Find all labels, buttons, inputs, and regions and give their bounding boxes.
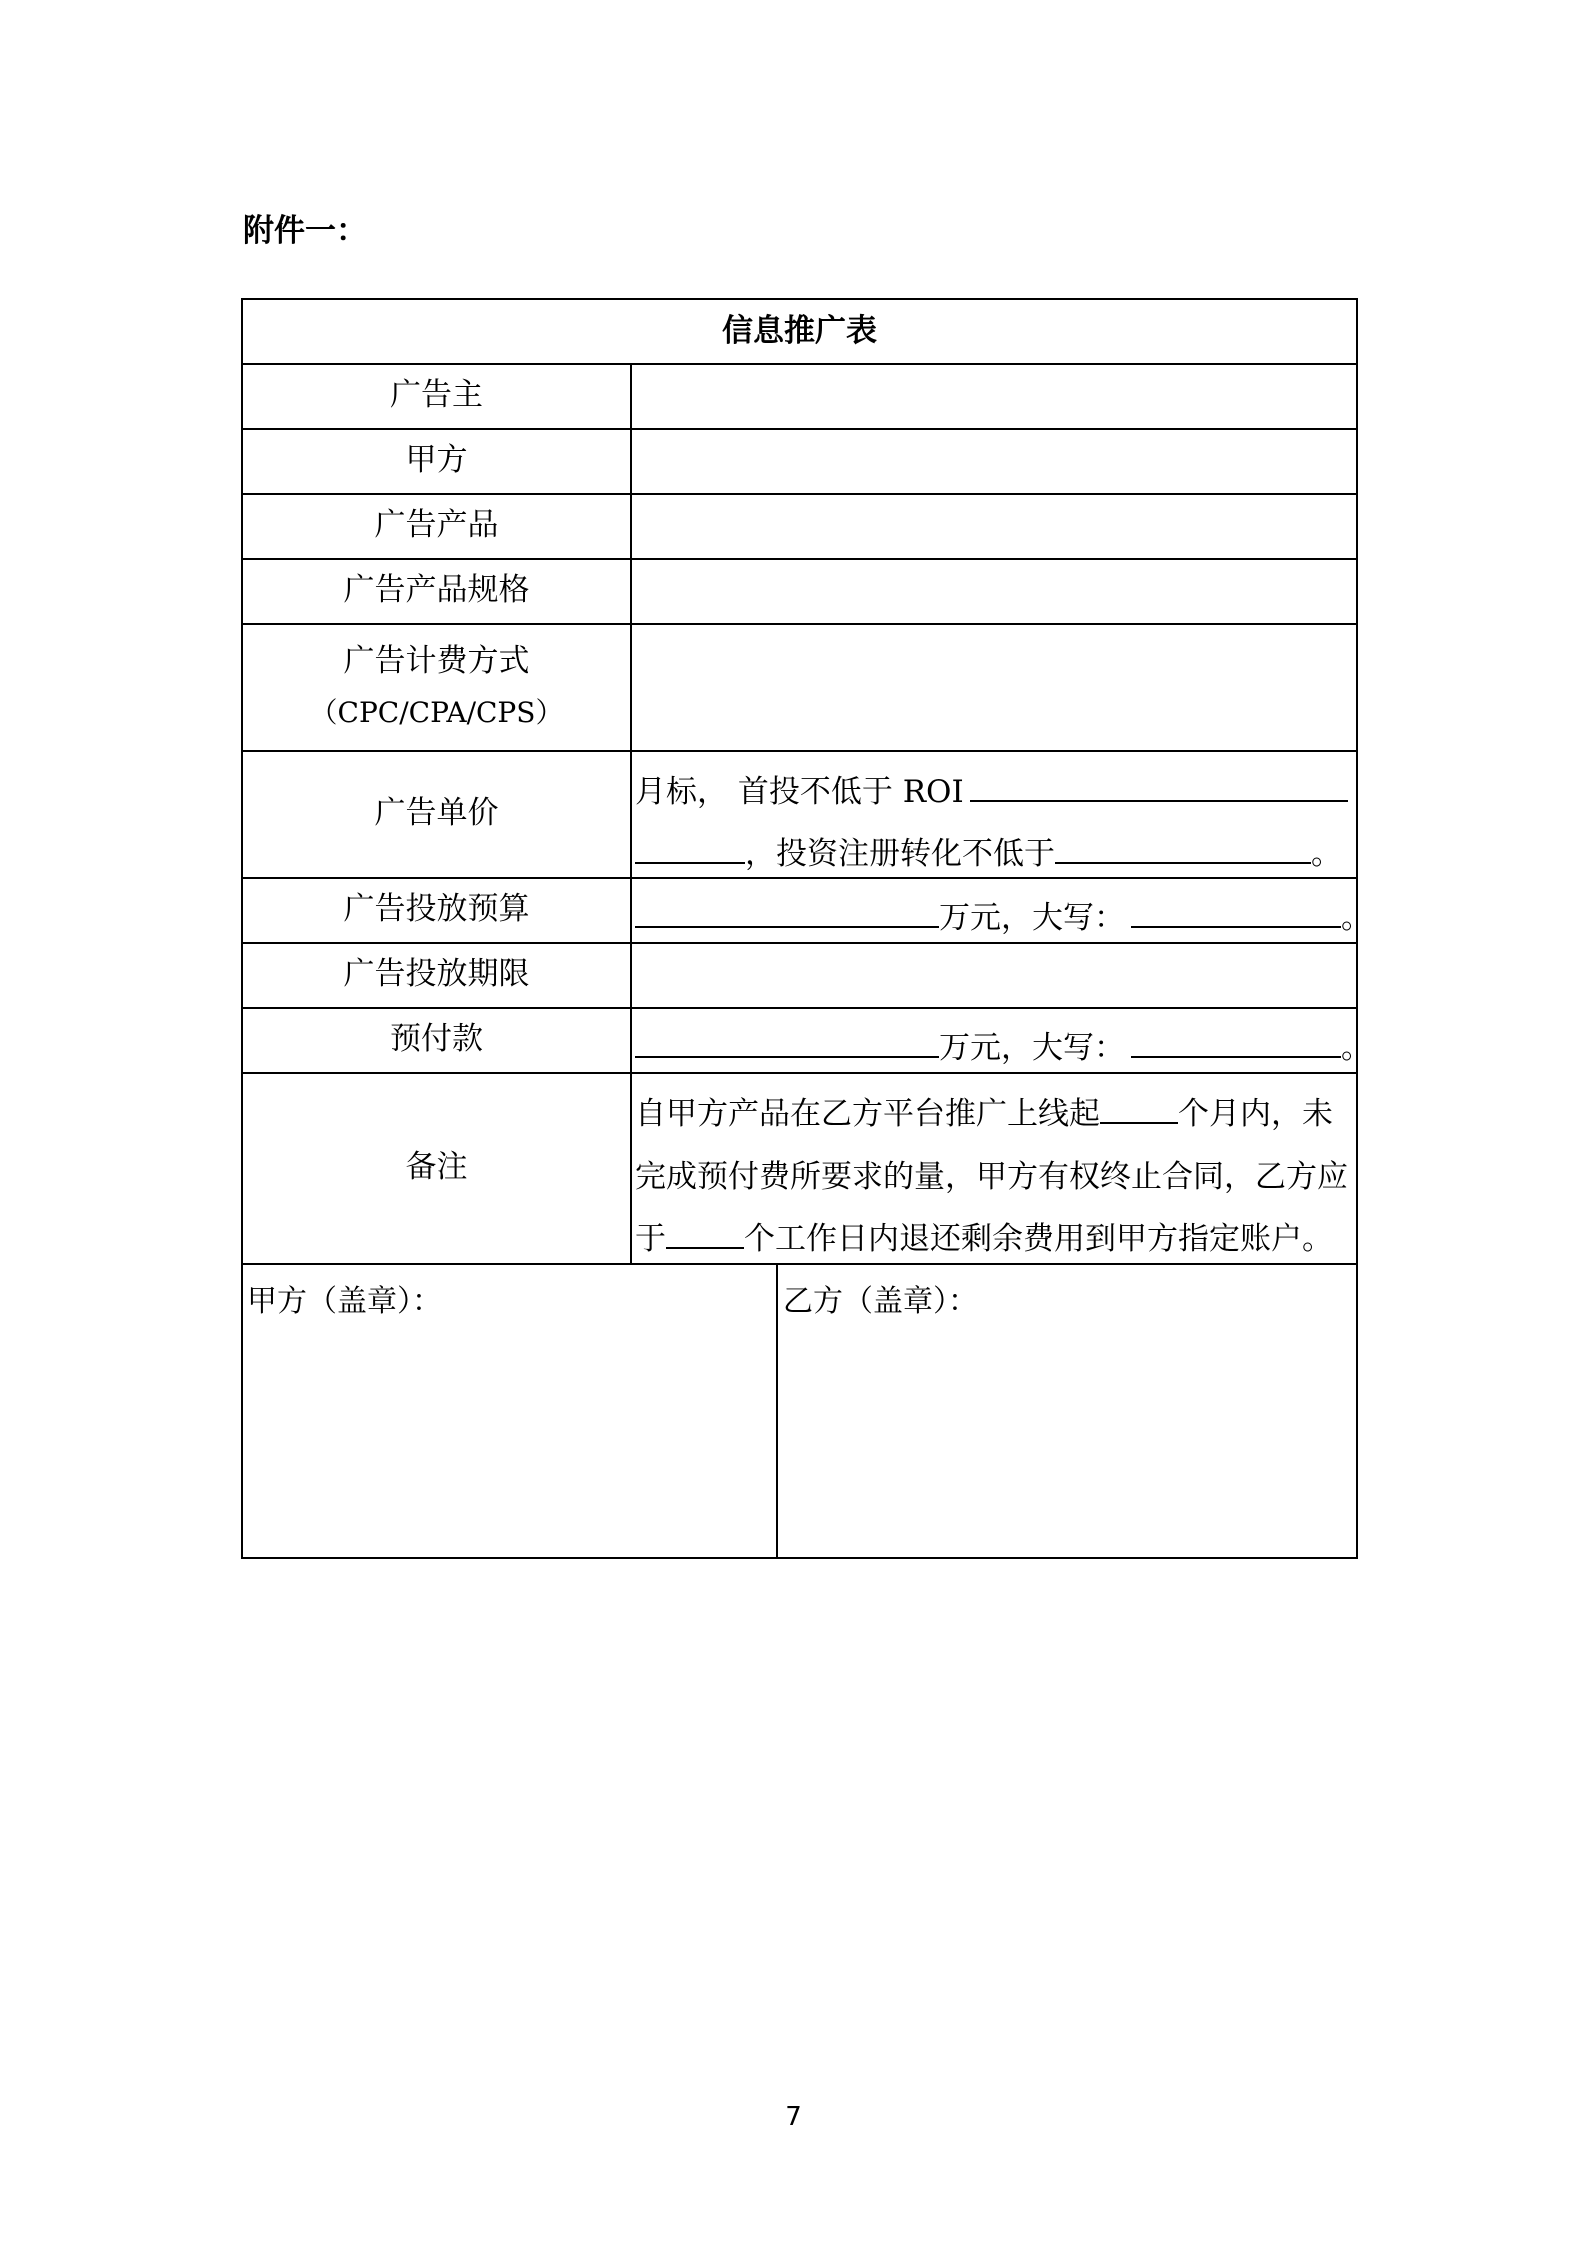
unit-price-line-2: [635, 828, 1342, 873]
prepayment-amount-blank[interactable]: [635, 1026, 939, 1058]
label-party-a: 甲方: [405, 442, 468, 479]
remarks-line-1: [635, 1088, 1333, 1133]
label-unit-price: 广告单价: [374, 795, 499, 832]
unit-price-line-1: [635, 766, 1348, 811]
page-number: 7: [785, 2102, 802, 2132]
budget-value: [635, 892, 1372, 937]
label-billing-method-options: （CPC/CPA/CPS）: [309, 696, 564, 730]
label-prepayment: 预付款: [390, 1021, 483, 1058]
row-divider: [243, 1263, 1356, 1265]
remarks-text-3a: 于: [635, 1221, 666, 1257]
label-ad-product: 广告产品: [374, 507, 499, 544]
label-billing-method: 广告计费方式: [343, 643, 530, 680]
roi-blank-continued[interactable]: [635, 832, 745, 864]
conversion-text: ，投资注册转化不低于: [745, 836, 1055, 872]
annex-heading: 附件一：: [243, 213, 367, 249]
remarks-text-1a: 自甲方产品在乙方平台推广上线起: [635, 1096, 1100, 1132]
months-blank[interactable]: [1100, 1092, 1178, 1124]
remarks-line-2: 完成预付费所要求的量，甲方有权终止合同，乙方应: [635, 1159, 1348, 1195]
label-billing-method-cell: [243, 623, 630, 750]
party-b-seal-label: 乙方（盖章）：: [783, 1284, 978, 1319]
budget-amount-blank[interactable]: [635, 896, 939, 928]
workdays-blank[interactable]: [666, 1217, 744, 1249]
label-ad-product-spec: 广告产品规格: [343, 572, 530, 609]
remarks-text-3b: 个工作日内退还剩余费用到甲方指定账户。: [744, 1221, 1333, 1257]
prepayment-value: [635, 1022, 1372, 1067]
conversion-blank[interactable]: [1055, 832, 1311, 864]
conversion-end: 。: [1311, 836, 1342, 872]
info-promotion-form: [241, 298, 1372, 1559]
budget-uppercase-blank[interactable]: [1131, 896, 1341, 928]
roi-blank[interactable]: [970, 770, 1348, 802]
label-ad-budget: 广告投放预算: [343, 891, 530, 928]
prepayment-end: 。: [1341, 1030, 1372, 1066]
prepayment-unit: 万元，大写：: [939, 1030, 1125, 1066]
form-title: 信息推广表: [722, 313, 877, 350]
column-divider: [776, 1263, 778, 1559]
prepayment-uppercase-blank[interactable]: [1131, 1026, 1341, 1058]
remarks-line-3: [635, 1213, 1333, 1258]
label-remarks: 备注: [405, 1149, 468, 1186]
remarks-text-1b: 个月内，未: [1178, 1096, 1333, 1132]
label-advertiser: 广告主: [390, 377, 483, 414]
column-divider: [630, 363, 632, 1263]
budget-end: 。: [1341, 900, 1372, 936]
unit-price-roi-text: 月标， 首投不低于 ROI: [635, 774, 964, 810]
party-a-seal-label: 甲方（盖章）：: [247, 1284, 442, 1319]
label-ad-period: 广告投放期限: [343, 956, 530, 993]
budget-unit: 万元，大写：: [939, 900, 1125, 936]
